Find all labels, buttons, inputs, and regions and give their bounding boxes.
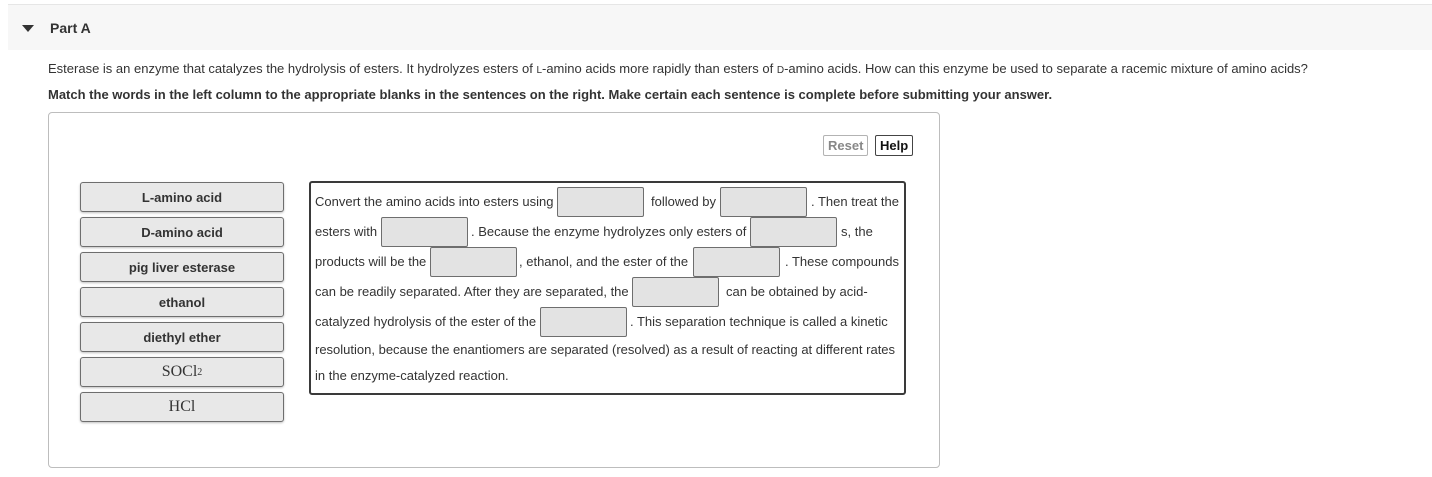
collapse-caret-icon[interactable] [22,25,34,32]
drop-blank-6[interactable] [693,247,780,277]
sentence-text: esters with [315,224,378,239]
sentence-text: can be readily separated. After they are separated, the [315,284,629,299]
drop-blank-1[interactable] [557,187,644,217]
instruction-text: Match the words in the left column to the appropriate blanks in the sentences on the right. Make certain each sentence is complete before submitting your answer. [48,87,1053,102]
question-text: Esterase is an enzyme that catalyzes the hydrolysis of esters. It hydrolyzes esters of L-amino acids more rapidly than esters of D-amino acids. How can this enzyme be used to separate a racemic mixture of amino acids? [48,61,1308,76]
sentence-text: . Then treat the [811,194,899,209]
sentence-text: . Because the enzyme hydrolyzes only esters of [471,224,747,239]
sentence-text: . This separation technique is called a kinetic [630,314,888,329]
part-a-header[interactable] [8,4,1432,50]
sentence-text: , ethanol, and the ester of the [519,254,689,269]
choice-socl2[interactable] [80,357,284,387]
reset-button[interactable]: Reset [823,135,868,156]
choice-hcl[interactable]: HCl [80,392,284,422]
drop-blank-2[interactable] [720,187,807,217]
drop-blank-5[interactable] [430,247,517,277]
drop-blank-4[interactable] [750,217,837,247]
help-button[interactable]: Help [875,135,913,156]
drop-blank-7[interactable] [632,277,719,307]
choice-socl2-text: SOCl [161,363,198,380]
sentence-text: s, the [841,224,873,239]
sentence-text: catalyzed hydrolysis of the ester of the [315,314,537,329]
choice-pig-liver-esterase[interactable]: pig liver esterase [80,252,284,282]
matching-workspace [48,112,940,468]
choice-socl2-subscript: 2 [197,366,203,378]
choice-diethyl-ether[interactable]: diethyl ether [80,322,284,352]
choice-d-amino-acid[interactable]: D-amino acid [80,217,284,247]
choice-l-amino-acid[interactable]: L-amino acid [80,182,284,212]
sentence-text: . These compounds [785,254,899,269]
sentence-text: in the enzyme-catalyzed reaction. [315,368,509,383]
sentence-area [309,181,906,395]
sentence-text: followed by [651,194,717,209]
sentence-text: resolution, because the enantiomers are separated (resolved) as a result of reacting at different rates [315,342,896,357]
drop-blank-3[interactable] [381,217,468,247]
sentence-text: products will be the [315,254,427,269]
choice-ethanol[interactable]: ethanol [80,287,284,317]
sentence-text: can be obtained by acid- [726,284,868,299]
drop-blank-8[interactable] [540,307,627,337]
part-title: Part A [50,20,91,36]
sentence-text: Convert the amino acids into esters using [315,194,554,209]
